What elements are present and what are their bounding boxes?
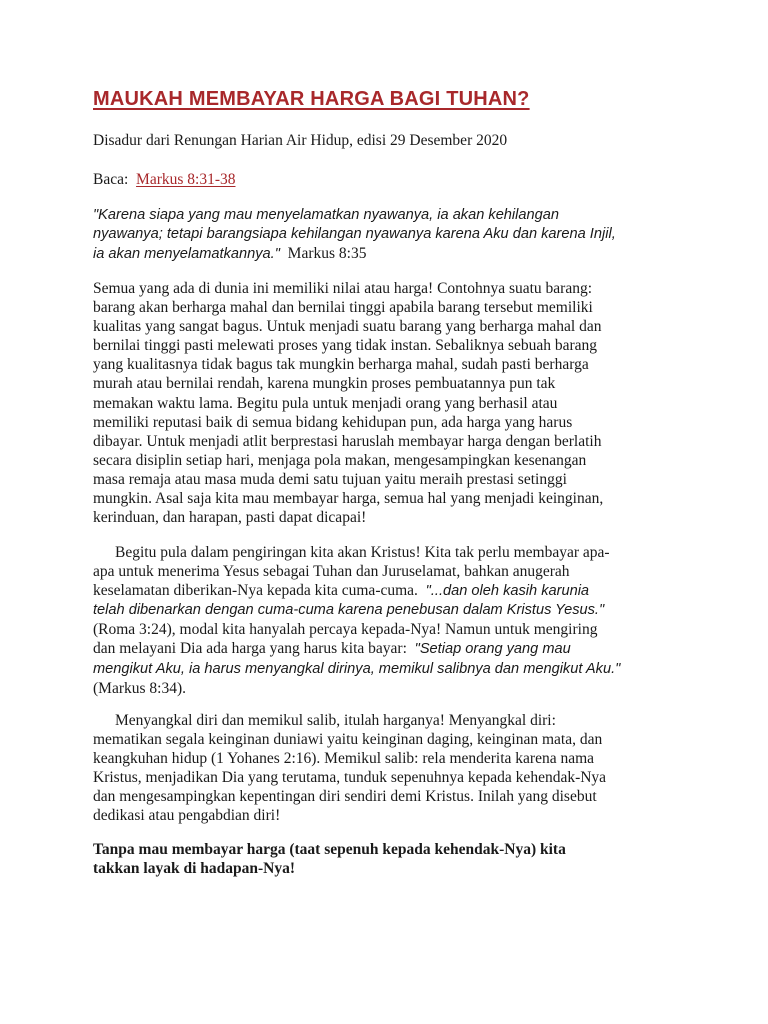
text-line: apa untuk menerima Yesus sebagai Tuhan dan Juruselamat, bahkan anugerah bbox=[93, 563, 570, 581]
text-line: mematikan segala keinginan duniawi yaitu keinginan daging, keinginan mata, dan bbox=[93, 731, 603, 749]
closing-statement bbox=[93, 840, 693, 878]
text-line: yang kualitasnya tidak bagus tak mungkin berharga mahal, sudah pasti berharga bbox=[93, 356, 589, 374]
quote-line: telah dibenarkan dengan cuma-cuma karena penebusan dalam Kristus Yesus." bbox=[93, 602, 605, 619]
text-line: bernilai tinggi pasti melewati proses yang tidak instan. Sebaliknya sebuah barang bbox=[93, 337, 598, 355]
reading-label: Baca: bbox=[93, 171, 129, 188]
text-line: dibayar. Untuk menjadi atlit berprestasi haruslah membayar harga dengan berlatih bbox=[93, 432, 602, 450]
text-segment: keselamatan diberikan-Nya kepada kita cuma-cuma. bbox=[93, 582, 426, 600]
text-line: secara disiplin setiap hari, menjaga pola makan, mengesampingkan kesenangan bbox=[93, 451, 587, 469]
verse-line: "Karena siapa yang mau menyelamatkan nyawanya, ia akan kehilangan bbox=[93, 207, 559, 223]
text-line: (Markus 8:34). bbox=[93, 679, 186, 697]
text-line: Kristus, menjadikan Dia yang terutama, tunduk sepenuhnya kepada kehendak-Nya bbox=[93, 769, 607, 787]
text-line: memakan waktu lama. Begitu pula untuk menjadi orang yang berhasil atau bbox=[93, 394, 558, 412]
key-verse bbox=[93, 206, 693, 264]
text-line: keangkuhan hidup (1 Yohanes 2:16). Memikul salib: rela menderita karena nama bbox=[93, 750, 595, 768]
text-segment: dan melayani Dia ada harga yang harus kita bayar: bbox=[93, 640, 415, 658]
text-line: Tanpa mau membayar harga (taat sepenuh kepada kehendak-Nya) kita bbox=[93, 841, 566, 858]
text-line: murah atau bernilai rendah, karena mungkin proses pembuatannya pun tak bbox=[93, 375, 556, 393]
verse-line: ia akan menyelamatkannya." bbox=[93, 246, 280, 263]
text-line: dedikasi atau pengabdian diri! bbox=[93, 807, 281, 825]
text-line: barang akan berharga mahal dan bernilai tinggi apabila barang tersebut memiliki bbox=[93, 299, 593, 317]
text-line: takkan layak di hadapan-Nya! bbox=[93, 860, 295, 878]
text-line: masa remaja atau masa muda demi satu tujuan yaitu meraih prestasi setinggi bbox=[93, 470, 567, 488]
verse-line: nyawanya; tetapi barangsiapa kehilangan nyawanya karena Aku dan karena Injil, bbox=[93, 226, 616, 243]
text-line: Begitu pula dalam pengiringan kita akan Kristus! Kita tak perlu membayar apa- bbox=[115, 544, 610, 561]
reading-link[interactable]: Markus 8:31-38 bbox=[136, 171, 236, 188]
paragraph-2 bbox=[93, 543, 693, 698]
text-line: mungkin. Asal saja kita mau membayar harga, semua hal yang menjadi keinginan, bbox=[93, 490, 604, 508]
paragraph-3 bbox=[93, 711, 693, 826]
quote-segment: "Setiap orang yang mau bbox=[414, 641, 571, 658]
text-line: kualitas yang sangat bagus. Untuk menjadi suatu barang yang berharga mahal dan bbox=[93, 318, 602, 336]
reading-reference bbox=[93, 170, 693, 189]
text-line: kerinduan, dan harapan, pasti dapat dicapai! bbox=[93, 509, 367, 527]
paragraph-1 bbox=[93, 279, 693, 527]
text-line: dan mengesampingkan kepentingan diri sendiri demi Kristus. Inilah yang disebut bbox=[93, 788, 597, 806]
quote-line: mengikut Aku, ia harus menyangkal dirinya, memikul salibnya dan mengikut Aku." bbox=[93, 660, 621, 677]
text-line: memiliki reputasi baik di semua bidang kehidupan pun, ada harga yang harus bbox=[93, 413, 573, 431]
page-title: MAUKAH MEMBAYAR HARGA BAGI TUHAN? bbox=[93, 88, 530, 110]
text-line: Menyangkal diri dan memikul salib, itulah harganya! Menyangkal diri: bbox=[115, 712, 556, 729]
quote-segment: "...dan oleh kasih karunia bbox=[425, 583, 590, 600]
text-line: Semua yang ada di dunia ini memiliki nilai atau harga! Contohnya suatu barang: bbox=[93, 280, 593, 297]
text-line: (Roma 3:24), modal kita hanyalah percaya kepada-Nya! Namun untuk mengiring bbox=[93, 621, 598, 639]
source-note: Disadur dari Renungan Harian Air Hidup, edisi 29 Desember 2020 bbox=[93, 132, 508, 149]
verse-reference: Markus 8:35 bbox=[287, 245, 367, 263]
